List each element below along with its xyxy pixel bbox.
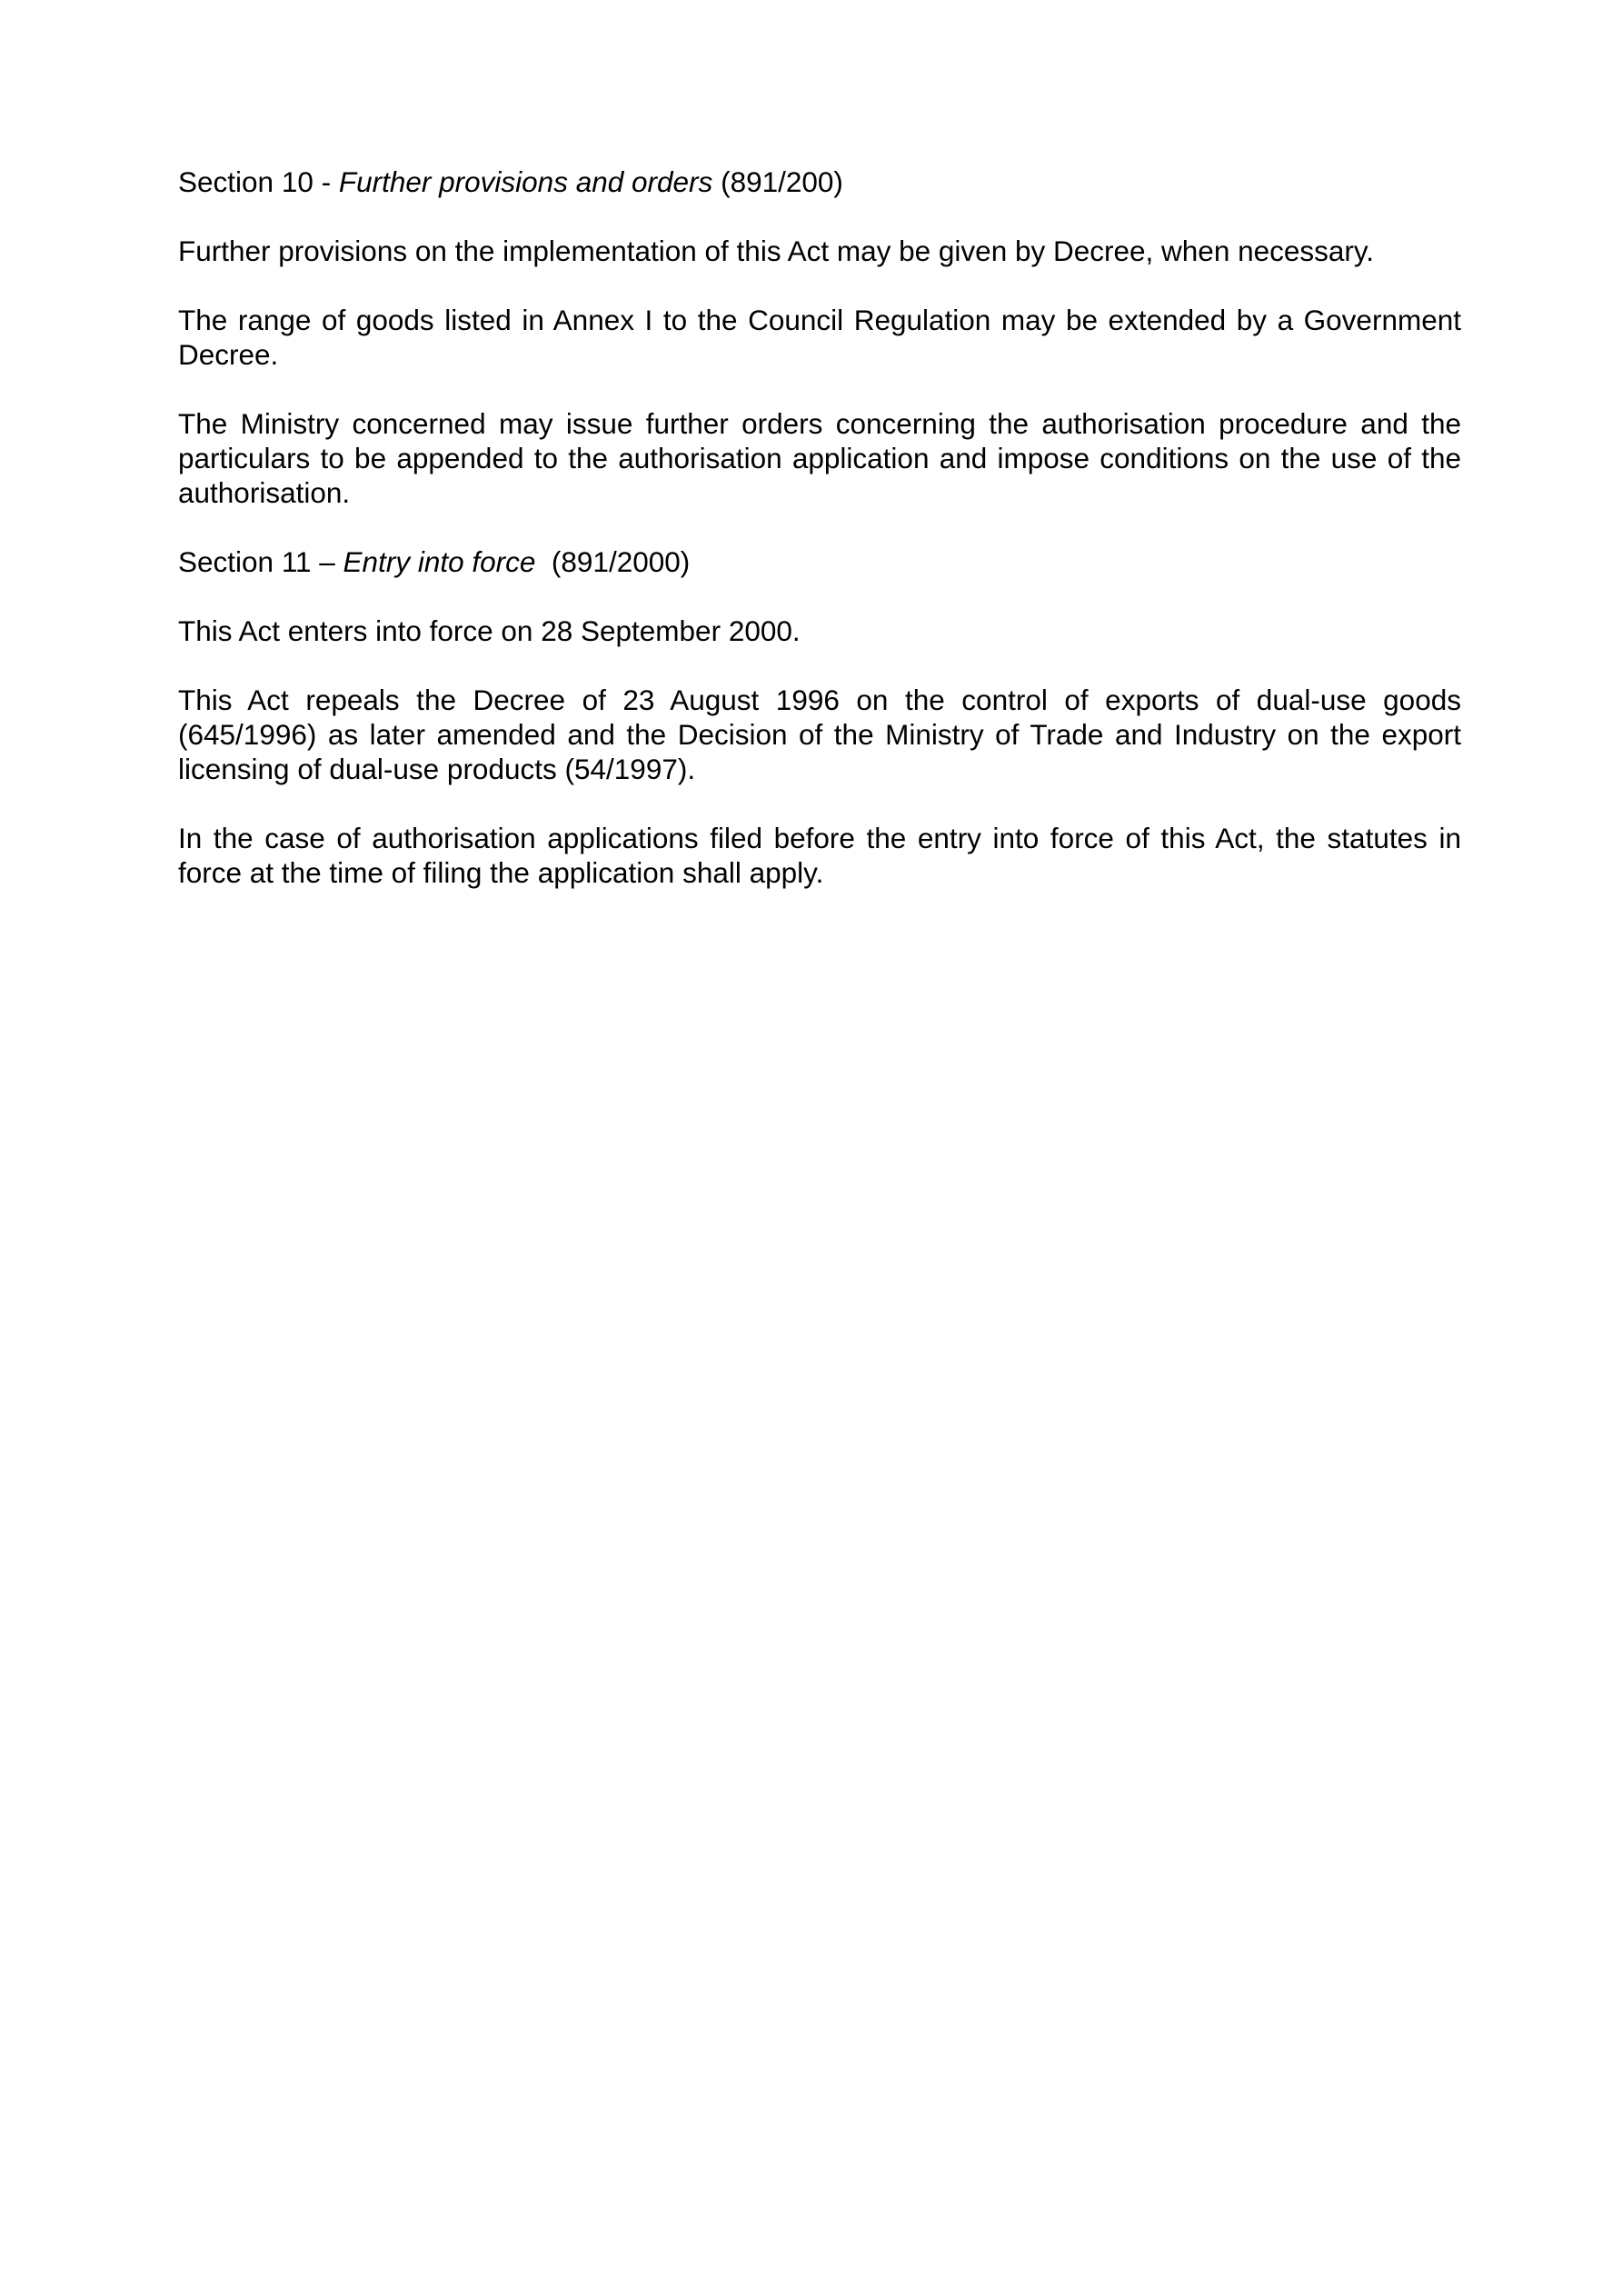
section-11-paragraph-3: In the case of authorisation applications filed before the entry into force of this Act, the statutes in force at the time of filing the application shall apply. — [178, 822, 1461, 889]
section-10-paragraph-1: Further provisions on the implementation of this Act may be given by Decree, when necessary. — [178, 235, 1375, 267]
section-10-paragraph-2: The range of goods listed in Annex I to the Council Regulation may be extended by a Government Decree. — [178, 304, 1461, 371]
section-11-paragraph-1: This Act enters into force on 28 September 2000. — [178, 614, 801, 647]
section-10-prefix: Section 10 - — [178, 165, 339, 198]
section-11-reference: (891/2000) — [551, 545, 691, 578]
section-11-heading — [178, 544, 1461, 579]
document-body — [178, 165, 1461, 924]
section-10-title: Further provisions and orders — [338, 165, 713, 198]
section-11-title: Entry into force — [343, 545, 536, 578]
section-11-prefix: Section 11 – — [178, 545, 343, 578]
section-10-reference: (891/200) — [721, 165, 843, 198]
section-10-heading — [178, 165, 1461, 199]
section-11-paragraph-2: This Act repeals the Decree of 23 August 1996 on the control of exports of dual-use goods (645/1996) as later amended and the Decision of the Ministry of Trade and Industry on the export licensing of dual-use products (54/1997). — [178, 684, 1461, 785]
section-10-paragraph-3: The Ministry concerned may issue further orders concerning the authorisation procedure and the particulars to be appended to the authorisation application and impose conditions on the use of the authorisation. — [178, 407, 1461, 509]
